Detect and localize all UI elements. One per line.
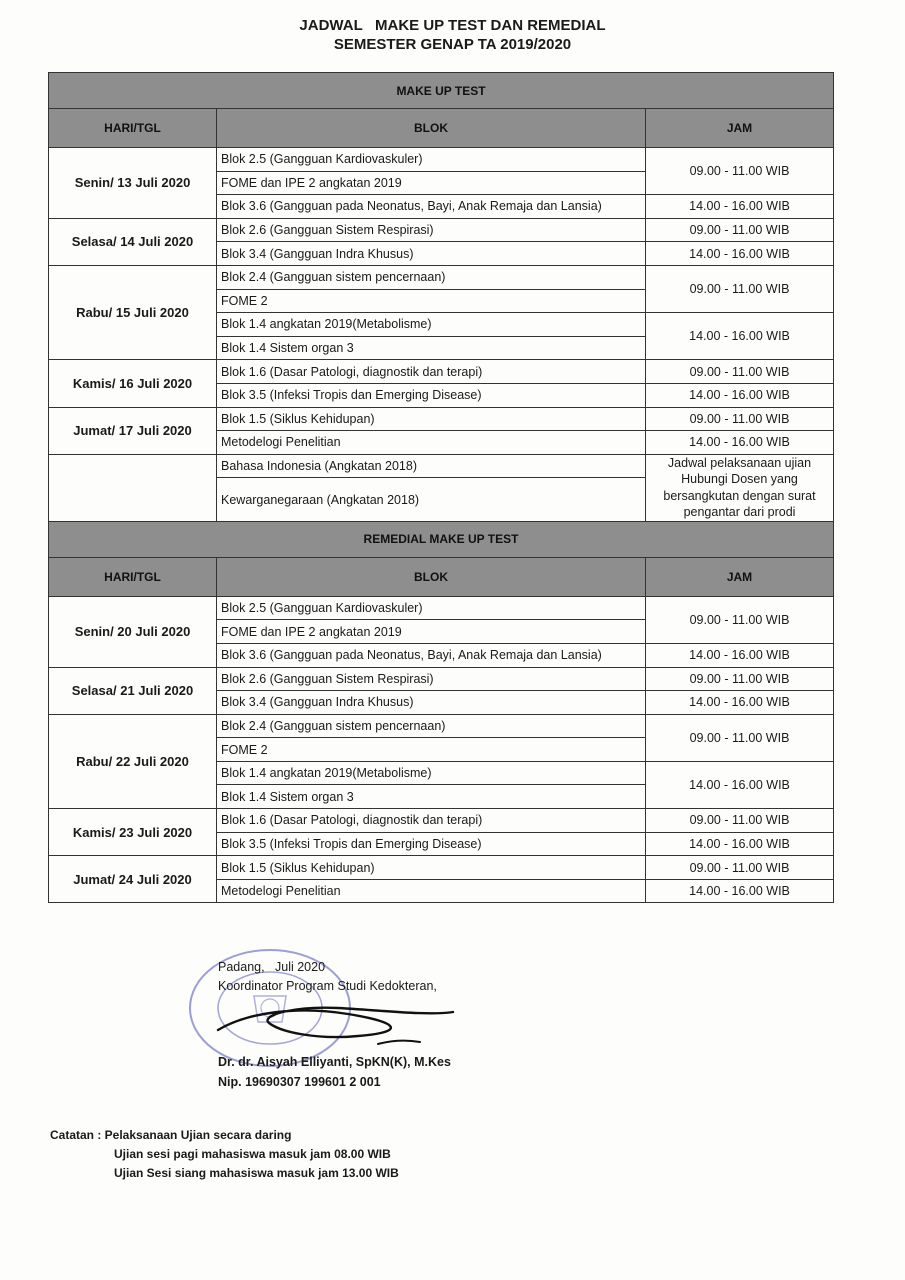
note-line: Jadwal pelaksanaan ujian	[667, 455, 812, 470]
note-line: pengantar dari prodi	[683, 505, 796, 520]
table-row	[49, 809, 834, 833]
blok-cell: Kewarganegaraan (Angkatan 2018)	[217, 478, 646, 521]
jam-cell: 09.00 - 11.00 WIB	[646, 856, 834, 880]
column-header-jam: JAM	[646, 109, 834, 148]
jam-cell: 14.00 - 16.00 WIB	[646, 431, 834, 455]
note-line: Hubungi Dosen yang	[681, 472, 798, 487]
blok-cell: FOME 2	[217, 289, 646, 313]
table-row	[49, 856, 834, 880]
notes-label: Catatan : Pelaksanaan Ujian secara daring	[50, 1128, 292, 1142]
blok-cell: Blok 1.6 (Dasar Patologi, diagnostik dan terapi)	[217, 360, 646, 384]
blok-cell: FOME dan IPE 2 angkatan 2019	[217, 620, 646, 644]
jam-cell: 14.00 - 16.00 WIB	[646, 643, 834, 667]
jam-cell: 09.00 - 11.00 WIB	[646, 596, 834, 643]
blok-cell: Blok 3.4 (Gangguan Indra Khusus)	[217, 691, 646, 715]
day-cell: Rabu/ 15 Juli 2020	[49, 265, 217, 359]
day-cell: Senin/ 20 Juli 2020	[49, 596, 217, 667]
blok-cell: Metodelogi Penelitian	[217, 879, 646, 903]
notes-line-2: Ujian Sesi siang mahasiswa masuk jam 13.00 WIB	[114, 1166, 399, 1180]
makeup-section-header	[49, 73, 834, 109]
blok-cell: FOME 2	[217, 738, 646, 762]
remedial-heading: REMEDIAL MAKE UP TEST	[49, 521, 834, 557]
jam-cell: 09.00 - 11.00 WIB	[646, 407, 834, 431]
remedial-column-headers	[49, 557, 834, 596]
jam-cell: 14.00 - 16.00 WIB	[646, 242, 834, 266]
jam-cell: 14.00 - 16.00 WIB	[646, 879, 834, 903]
day-cell: Selasa/ 21 Juli 2020	[49, 667, 217, 714]
jam-cell: 09.00 - 11.00 WIB	[646, 148, 834, 195]
blok-cell: Blok 2.6 (Gangguan Sistem Respirasi)	[217, 218, 646, 242]
jam-cell: 09.00 - 11.00 WIB	[646, 809, 834, 833]
day-cell: Kamis/ 23 Juli 2020	[49, 809, 217, 856]
table-row	[49, 454, 834, 478]
table-row	[49, 265, 834, 289]
blok-cell: Blok 1.5 (Siklus Kehidupan)	[217, 407, 646, 431]
table-row	[49, 714, 834, 738]
blok-cell: Blok 2.4 (Gangguan sistem pencernaan)	[217, 714, 646, 738]
jam-cell: 14.00 - 16.00 WIB	[646, 761, 834, 808]
blok-cell: Blok 3.6 (Gangguan pada Neonatus, Bayi, Anak Remaja dan Lansia)	[217, 195, 646, 219]
notes-block	[50, 1126, 399, 1183]
makeup-column-headers	[49, 109, 834, 148]
jam-cell: 14.00 - 16.00 WIB	[646, 691, 834, 715]
table-row	[49, 407, 834, 431]
blok-cell: Blok 1.4 angkatan 2019(Metabolisme)	[217, 761, 646, 785]
column-header-blok: BLOK	[217, 109, 646, 148]
title-line-1: JADWAL MAKE UP TEST DAN REMEDIAL	[299, 17, 606, 34]
blok-cell: Blok 2.6 (Gangguan Sistem Respirasi)	[217, 667, 646, 691]
jam-cell: 14.00 - 16.00 WIB	[646, 832, 834, 856]
table-row	[49, 360, 834, 384]
blok-cell: Blok 2.5 (Gangguan Kardiovaskuler)	[217, 596, 646, 620]
column-header-blok: BLOK	[217, 557, 646, 596]
column-header-hari: HARI/TGL	[49, 557, 217, 596]
blok-cell: Bahasa Indonesia (Angkatan 2018)	[217, 454, 646, 478]
remedial-section-header	[49, 521, 834, 557]
blok-cell: Blok 1.6 (Dasar Patologi, diagnostik dan terapi)	[217, 809, 646, 833]
blok-cell: Blok 1.4 angkatan 2019(Metabolisme)	[217, 313, 646, 337]
blok-cell: Blok 3.5 (Infeksi Tropis dan Emerging Disease)	[217, 832, 646, 856]
jam-cell: 09.00 - 11.00 WIB	[646, 714, 834, 761]
jam-cell: 09.00 - 11.00 WIB	[646, 667, 834, 691]
jam-cell: 14.00 - 16.00 WIB	[646, 313, 834, 360]
jam-cell: 09.00 - 11.00 WIB	[646, 360, 834, 384]
signature-scrawl	[208, 992, 458, 1052]
schedule-table	[48, 72, 834, 903]
day-cell: Kamis/ 16 Juli 2020	[49, 360, 217, 407]
column-header-jam: JAM	[646, 557, 834, 596]
jam-cell: 09.00 - 11.00 WIB	[646, 218, 834, 242]
day-cell: Selasa/ 14 Juli 2020	[49, 218, 217, 265]
table-row	[49, 218, 834, 242]
empty-day-cell	[49, 454, 217, 521]
signature-block	[218, 958, 437, 996]
blok-cell: Blok 2.4 (Gangguan sistem pencernaan)	[217, 265, 646, 289]
signer-position: Koordinator Program Studi Kedokteran,	[218, 979, 437, 993]
signer-nip: Nip. 19690307 199601 2 001	[218, 1075, 381, 1089]
signer-name: Dr. dr. Aisyah Elliyanti, SpKN(K), M.Kes	[218, 1055, 451, 1069]
note-line: bersangkutan dengan surat	[663, 488, 816, 503]
table-row	[49, 148, 834, 172]
document-title	[0, 16, 905, 54]
day-cell: Jumat/ 17 Juli 2020	[49, 407, 217, 454]
table-row	[49, 596, 834, 620]
day-cell: Jumat/ 24 Juli 2020	[49, 856, 217, 903]
jam-cell: 14.00 - 16.00 WIB	[646, 383, 834, 407]
jam-cell: 14.00 - 16.00 WIB	[646, 195, 834, 219]
jam-cell: 09.00 - 11.00 WIB	[646, 265, 834, 312]
blok-cell: Blok 3.4 (Gangguan Indra Khusus)	[217, 242, 646, 266]
signer-details	[218, 1052, 451, 1092]
title-line-2: SEMESTER GENAP TA 2019/2020	[333, 36, 572, 53]
blok-cell: FOME dan IPE 2 angkatan 2019	[217, 171, 646, 195]
blok-cell: Blok 2.5 (Gangguan Kardiovaskuler)	[217, 148, 646, 172]
jam-note-cell	[646, 454, 834, 521]
makeup-heading: MAKE UP TEST	[49, 73, 834, 109]
table-row	[49, 667, 834, 691]
place-date: Padang, Juli 2020	[218, 960, 326, 974]
blok-cell: Blok 1.4 Sistem organ 3	[217, 336, 646, 360]
blok-cell: Blok 3.6 (Gangguan pada Neonatus, Bayi, Anak Remaja dan Lansia)	[217, 643, 646, 667]
day-cell: Senin/ 13 Juli 2020	[49, 148, 217, 219]
blok-cell: Blok 3.5 (Infeksi Tropis dan Emerging Disease)	[217, 383, 646, 407]
blok-cell: Blok 1.4 Sistem organ 3	[217, 785, 646, 809]
day-cell: Rabu/ 22 Juli 2020	[49, 714, 217, 808]
notes-line-1: Ujian sesi pagi mahasiswa masuk jam 08.00 WIB	[114, 1147, 391, 1161]
column-header-hari: HARI/TGL	[49, 109, 217, 148]
blok-cell: Blok 1.5 (Siklus Kehidupan)	[217, 856, 646, 880]
blok-cell: Metodelogi Penelitian	[217, 431, 646, 455]
